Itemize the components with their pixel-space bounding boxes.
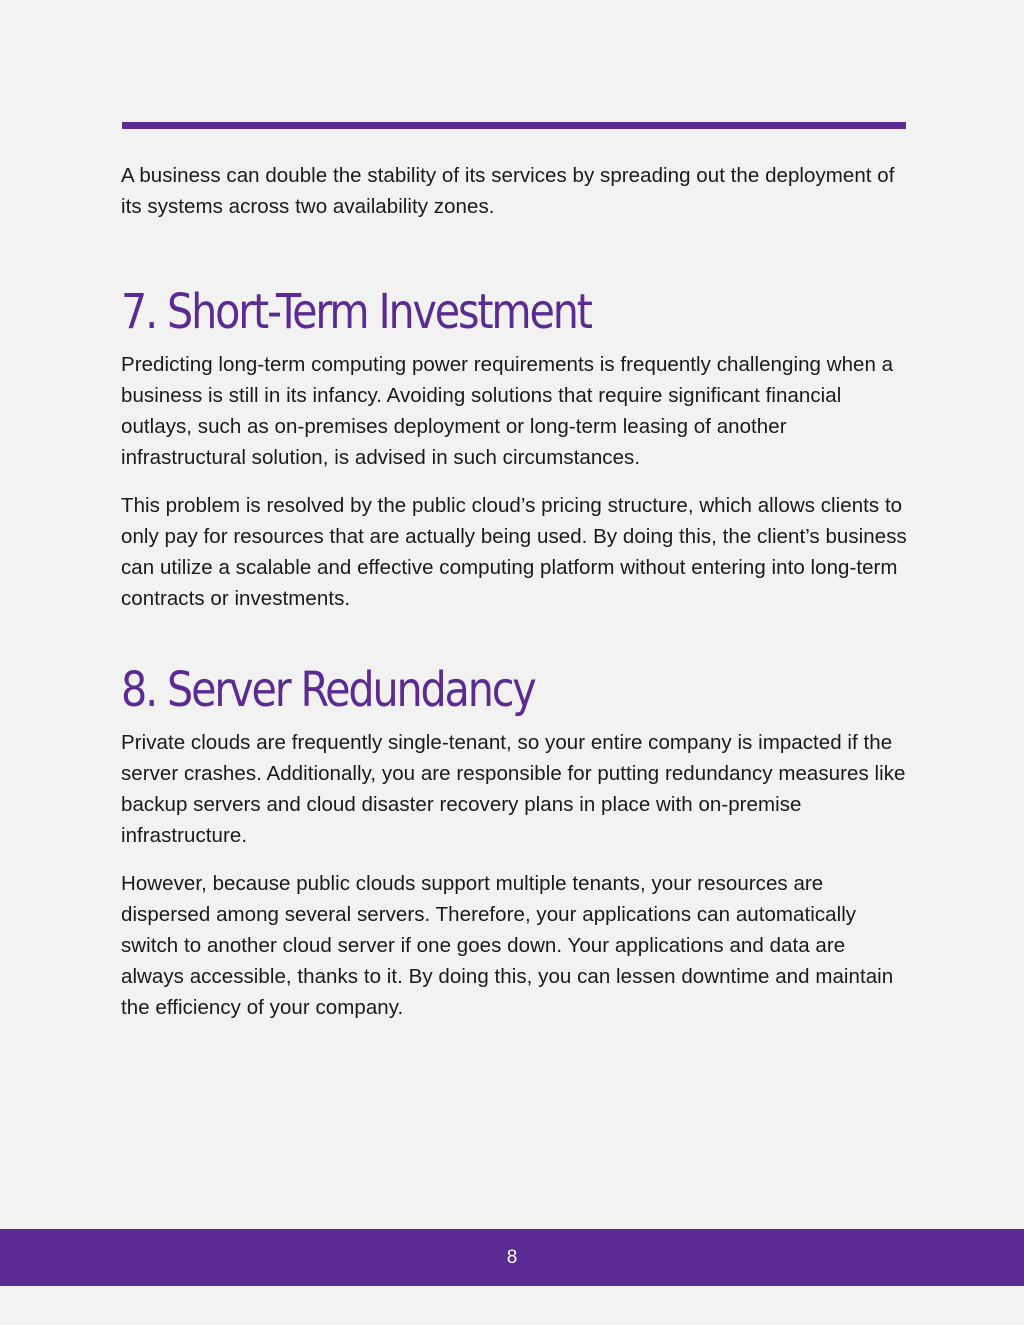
footer-bar [0,1229,1024,1286]
document-body [121,160,911,1040]
section-server-redundancy [121,660,911,1023]
section-paragraph: This problem is resolved by the public cloud’s pricing structure, which allows clients to only pay for resources that are actually being used. By doing this, the client’s business can utilize a scalable and effective computing platform without entering into long-term contracts or investments. [121,494,907,610]
section-paragraph: Predicting long-term computing power requirements is frequently challenging when a business is still in its infancy. Avoiding solutions that require significant financial outlays, such as on-premises deployment or long-term leasing of another infrastructural solution, is advised in such circumstances. [121,353,894,469]
page-number: 8 [506,1247,518,1268]
section-heading: 8. Server Redundancy [121,662,535,718]
top-divider-rule [122,122,906,129]
intro-paragraph: A business can double the stability of its services by spreading out the deployment of its systems across two availability zones. [121,164,895,218]
section-paragraph: Private clouds are frequently single-tenant, so your entire company is impacted if the server crashes. Additionally, you are responsible for putting redundancy measures like backup servers and cloud disaster recovery plans in place with on-premise infrastructure. [121,731,906,847]
section-short-term-investment [121,282,911,614]
section-paragraph: However, because public clouds support multiple tenants, your resources are dispersed among several servers. Therefore, your applications can automatically switch to another cloud server if one goes down. Your applications and data are always accessible, thanks to it. By doing this, you can lessen downtime and maintain the efficiency of your company. [121,872,894,1019]
section-heading: 7. Short-Term Investment [121,284,591,340]
